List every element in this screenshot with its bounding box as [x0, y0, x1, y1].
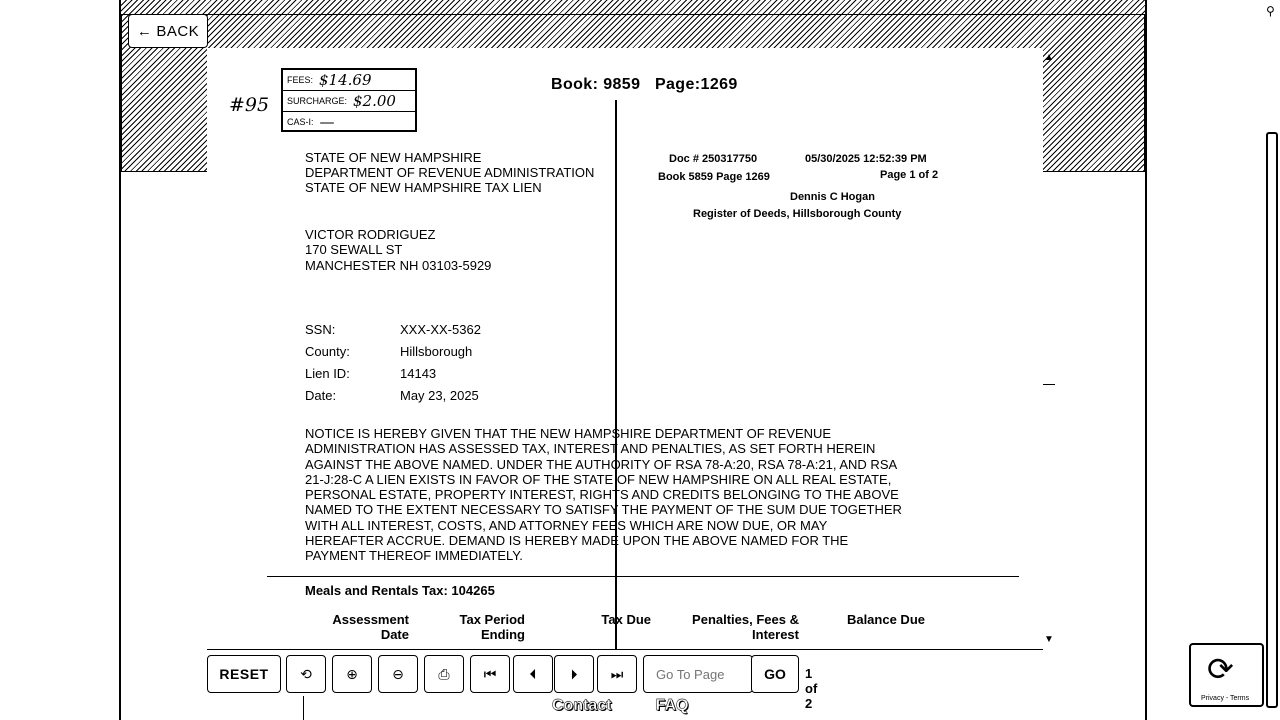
recaptcha-icon: ⟳: [1207, 651, 1234, 687]
col-penalties-line2: Interest: [752, 627, 799, 642]
zoom-in-icon: ⊕: [346, 665, 358, 682]
zoom-in-button[interactable]: [332, 655, 372, 693]
date-value: May 23, 2025: [400, 388, 479, 403]
address-line-2: 170 SEWALL ST: [305, 242, 403, 257]
notice-line: ADMINISTRATION HAS ASSESSED TAX, INTEREST AND PENALTIES, AS SET FORTH HEREIN: [305, 441, 876, 457]
document-scrollbar[interactable]: [1040, 52, 1058, 650]
book-label: Book:: [551, 76, 599, 93]
faq-link[interactable]: FAQ: [655, 697, 689, 714]
notice-line: WITH ALL INTEREST, COSTS, AND ATTORNEY FEES WHICH ARE NOW DUE, OR MAY: [305, 517, 828, 533]
section-divider: [267, 576, 1019, 577]
surcharge-label: SURCHARGE:: [287, 96, 348, 106]
header-line-1: STATE OF NEW HAMPSHIRE: [305, 150, 482, 165]
last-page-icon: ⏭: [610, 665, 624, 682]
col-tax-period-line1: Tax Period: [459, 612, 525, 627]
notice-line: PAYMENT THEREOF IMMEDIATELY.: [305, 548, 523, 564]
print-icon: ⎙: [438, 665, 450, 682]
surcharge-value: $2.00: [353, 92, 396, 110]
lien-notice: [305, 426, 945, 564]
tax-type-line: Meals and Rentals Tax: 104265: [305, 583, 495, 598]
col-penalties-line1: Penalties, Fees &: [692, 612, 799, 627]
right-border: [1145, 0, 1147, 720]
recaptcha-badge[interactable]: [1189, 643, 1264, 707]
table-header-divider: [207, 649, 1043, 650]
page-fold-line: [615, 100, 617, 650]
ssn-label: SSN:: [305, 322, 336, 337]
cash-value: —: [319, 113, 335, 131]
page-scrollbar[interactable]: [1266, 132, 1278, 708]
cash-label: CAS-I:: [287, 117, 314, 127]
scroll-up-icon[interactable]: ▲: [1044, 52, 1054, 63]
notice-line: HEREAFTER ACCRUE. DEMAND IS HEREBY MADE UPON THE ABOVE NAMED FOR THE: [305, 533, 849, 549]
cash-row: [283, 112, 415, 132]
notice-line: 21-J:28-C A LIEN EXISTS IN FAVOR OF THE STATE OF NEW HAMPSHIRE ON ALL REAL ESTATE,: [305, 471, 892, 487]
col-assessment-line1: Assessment: [332, 612, 409, 627]
lien-id-value: 14143: [400, 366, 437, 381]
first-page-icon: ⏮: [483, 665, 497, 682]
col-tax-due-line1: Tax Due: [601, 612, 651, 627]
lens-icon: ⚲: [1266, 4, 1275, 18]
col-penalties-fees-interest: [677, 612, 799, 642]
county-label: County:: [305, 344, 350, 359]
notice-line: NAMED TO THE EXTENT NECESSARY TO SATISFY THE PAYMENT OF THE SUM DUE TOGETHER: [305, 502, 902, 518]
last-page-button[interactable]: [597, 655, 637, 693]
col-assessment-line2: Date: [380, 627, 409, 642]
goto-page-input[interactable]: [643, 655, 753, 693]
address-line-1: VICTOR RODRIGUEZ: [305, 227, 436, 242]
col-tax-period-ending: [445, 612, 525, 642]
page-value: 1269: [700, 76, 738, 93]
next-page-icon: ⏵: [570, 665, 578, 682]
register-name: Dennis C Hogan: [790, 191, 875, 203]
col-balance-due: [835, 612, 925, 627]
col-tax-period-line2: Ending: [480, 627, 525, 642]
col-balance-line1: Balance Due: [846, 612, 925, 627]
recording-page-of: Page 1 of 2: [880, 169, 939, 181]
notice-line: PERSONAL ESTATE, PROPERTY INTEREST, RIGHTS AND CREDITS BELONGING TO THE ABOVE: [305, 487, 899, 503]
page-count: 1 of 2: [805, 666, 818, 711]
surcharge-row: [283, 91, 415, 112]
header-line-3: STATE OF NEW HAMPSHIRE TAX LIEN: [305, 180, 542, 195]
next-page-button[interactable]: [554, 655, 594, 693]
document-page: [207, 48, 1043, 650]
lien-id-label: Lien ID:: [305, 366, 350, 381]
recaptcha-text: Privacy - Terms: [1201, 695, 1250, 702]
recording-datetime: 05/30/2025 12:52:39 PM: [805, 153, 927, 165]
col-tax-due: [587, 612, 651, 627]
register-title: Register of Deeds, Hillsborough County: [693, 208, 902, 220]
go-button[interactable]: GO: [751, 655, 799, 693]
back-label: BACK: [156, 22, 200, 40]
rotate-button[interactable]: [286, 655, 326, 693]
col-assessment-date: [319, 612, 409, 642]
footer-links: [552, 697, 688, 719]
recording-doc-number: Doc # 250317750: [669, 153, 758, 165]
notice-line: NOTICE IS HEREBY GIVEN THAT THE NEW HAMPSHIRE DEPARTMENT OF REVENUE: [305, 426, 832, 441]
document-viewer[interactable]: [207, 48, 1043, 650]
recording-book-page: Book 5859 Page 1269: [658, 171, 770, 183]
print-button[interactable]: [424, 655, 464, 693]
rotate-icon: ⟲: [300, 665, 312, 682]
date-label: Date:: [305, 388, 337, 403]
fee-row: [283, 70, 415, 91]
first-page-button[interactable]: [470, 655, 510, 693]
handwritten-number: #95: [229, 94, 270, 116]
arrow-left-icon: ←: [136, 22, 153, 40]
prev-page-icon: ⏴: [529, 665, 537, 682]
fees-label: FEES:: [287, 75, 314, 85]
book-page-stamp: [551, 76, 738, 94]
scrollbar-thumb[interactable]: [1043, 384, 1055, 385]
contact-link[interactable]: Contact: [552, 697, 612, 714]
zoom-out-icon: ⊖: [392, 665, 404, 682]
page-label: Page:: [654, 76, 701, 93]
address-line-3: MANCHESTER NH 03103-5929: [305, 258, 492, 273]
ssn-value: XXX-XX-5362: [400, 322, 481, 337]
fee-box: [281, 68, 417, 132]
bottom-divider: [303, 696, 304, 720]
header-line-2: DEPARTMENT OF REVENUE ADMINISTRATION: [305, 165, 595, 180]
prev-page-button[interactable]: [513, 655, 553, 693]
fees-value: $14.69: [319, 71, 372, 89]
notice-line: AGAINST THE ABOVE NAMED. UNDER THE AUTHORITY OF RSA 78-A:20, RSA 78-A:21, AND RSA: [305, 456, 898, 472]
scroll-down-icon[interactable]: ▼: [1044, 634, 1054, 645]
reset-button[interactable]: RESET: [207, 655, 281, 693]
book-value: 9859: [603, 76, 641, 93]
county-value: Hillsborough: [400, 344, 473, 359]
zoom-out-button[interactable]: [378, 655, 418, 693]
back-button[interactable]: [128, 14, 208, 48]
